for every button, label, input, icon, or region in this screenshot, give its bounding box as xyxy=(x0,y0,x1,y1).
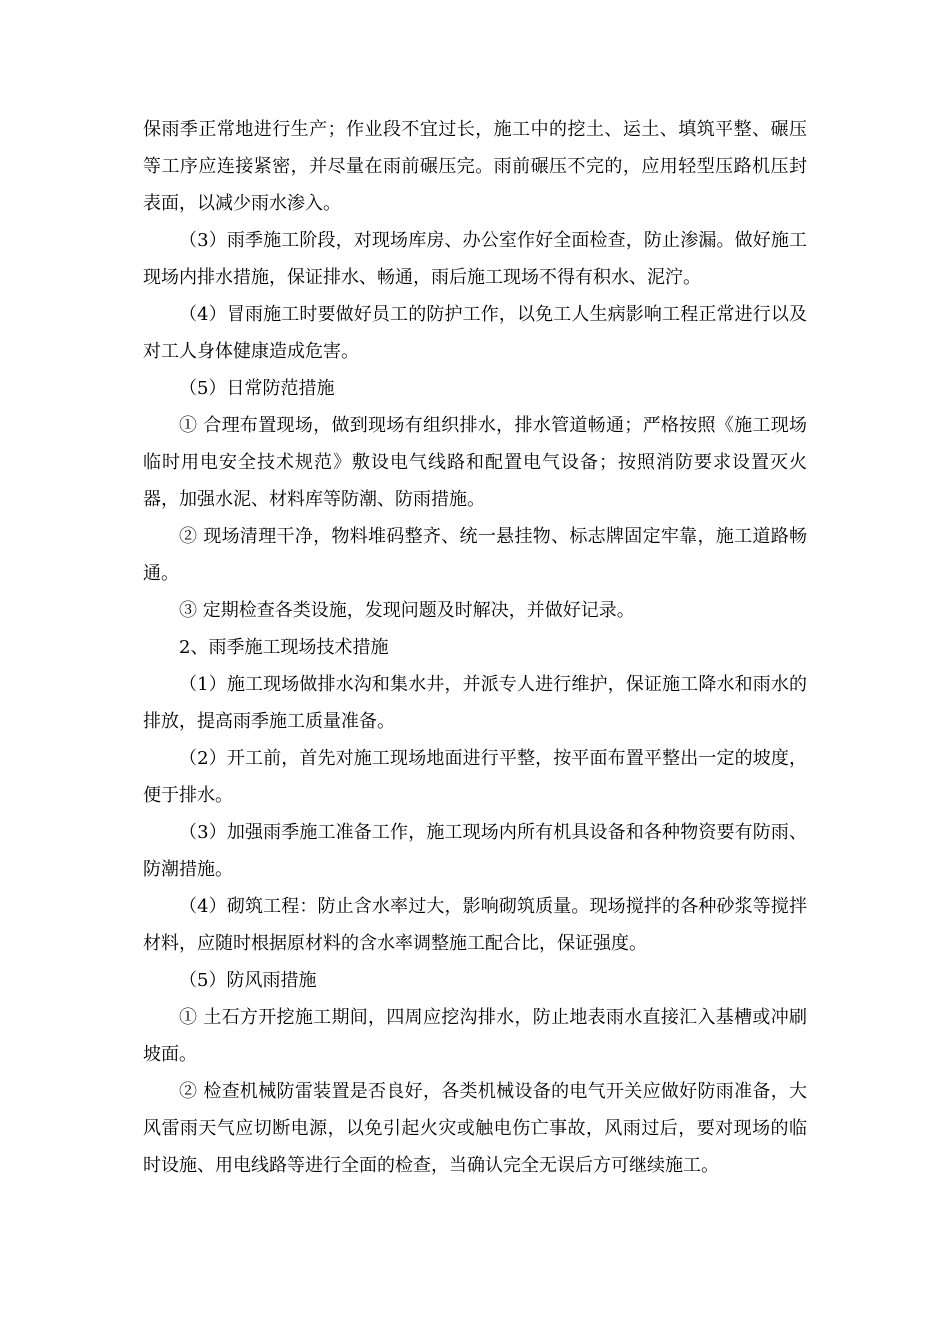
document-page xyxy=(143,111,807,1184)
paragraph-wind-1-excavation: ① 土石方开挖施工期间，四周应挖沟排水，防止地表雨水直接汇入基槽或冲刷坡面。 xyxy=(143,1007,807,1065)
section-heading-2: 2、雨季施工现场技术措施 xyxy=(179,637,389,658)
paragraph-item-5-heading: （5）日常防范措施 xyxy=(179,378,335,399)
paragraph-continuation: 保雨季正常地进行生产；作业段不宜过长，施工中的挖土、运土、填筑平整、碾压等工序应连接紧密，并尽量在雨前碾压完。雨前碾压不完的，应用轻型压路机压封表面，以减少雨水渗入。 xyxy=(143,119,807,214)
paragraph-item-3-rainy-season: （3）雨季施工阶段，对现场库房、办公室作好全面检查，防止渗漏。做好施工现场内排水措施，保证排水、畅通，雨后施工现场不得有积水、泥泞。 xyxy=(143,230,807,288)
paragraph-tech-1-drainage: （1）施工现场做排水沟和集水井，并派专人进行维护，保证施工降水和雨水的排放，提高雨季施工质量准备。 xyxy=(143,674,807,732)
paragraph-circle-1-layout: ① 合理布置现场，做到现场有组织排水，排水管道畅通；严格按照《施工现场临时用电安全技术规范》敷设电气线路和配置电气设备；按照消防要求设置灭火器，加强水泥、材料库等防潮、防雨措施。 xyxy=(143,415,807,510)
paragraph-circle-3-inspection: ③ 定期检查各类设施，发现问题及时解决，并做好记录。 xyxy=(179,600,635,621)
paragraph-item-4-worker-protection: （4）冒雨施工时要做好员工的防护工作，以免工人生病影响工程正常进行以及对工人身体健康造成危害。 xyxy=(143,304,807,362)
paragraph-tech-2-leveling: （2）开工前，首先对施工现场地面进行平整，按平面布置平整出一定的坡度，便于排水。 xyxy=(143,748,807,806)
paragraph-tech-5-heading: （5）防风雨措施 xyxy=(179,970,317,991)
paragraph-tech-4-masonry: （4）砌筑工程：防止含水率过大，影响砌筑质量。现场搅拌的各种砂浆等搅拌材料，应随时根据原材料的含水率调整施工配合比，保证强度。 xyxy=(143,896,807,954)
paragraph-tech-3-preparation: （3）加强雨季施工准备工作，施工现场内所有机具设备和各种物资要有防雨、防潮措施。 xyxy=(143,822,807,880)
paragraph-circle-2-cleaning: ② 现场清理干净，物料堆码整齐、统一悬挂物、标志牌固定牢靠，施工道路畅通。 xyxy=(143,526,807,584)
paragraph-wind-2-lightning: ② 检查机械防雷装置是否良好，各类机械设备的电气开关应做好防雨准备，大风雷雨天气应切断电源，以免引起火灾或触电伤亡事故，风雨过后，要对现场的临时设施、用电线路等进行全面的检查，当确认完全无误后方可继续施工。 xyxy=(143,1081,807,1176)
